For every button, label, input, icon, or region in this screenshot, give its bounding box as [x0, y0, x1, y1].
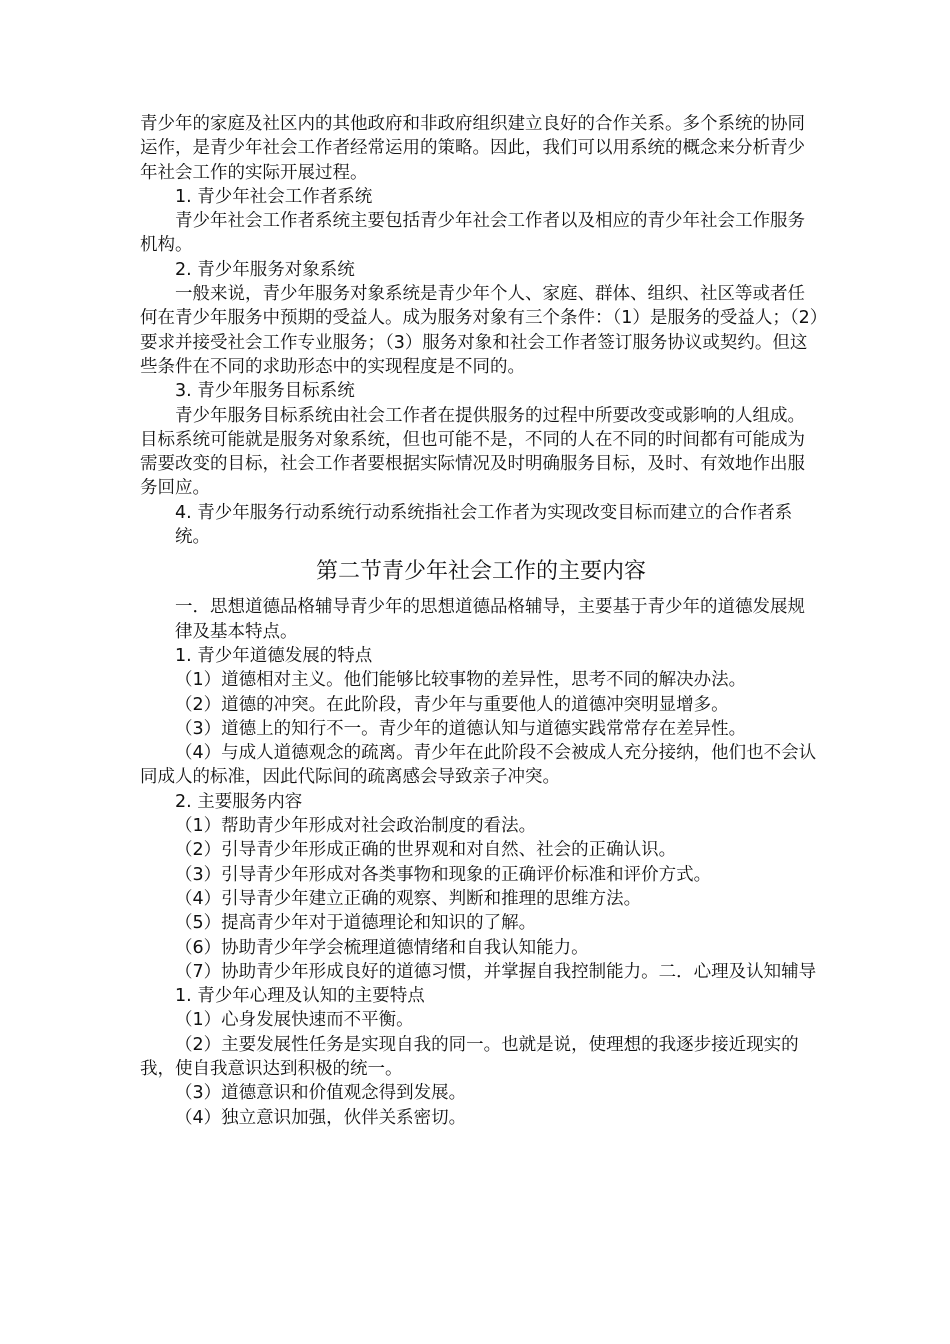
- list-item: （2）引导青少年形成正确的世界观和对自然、社会的正确认识。: [175, 840, 677, 861]
- numbered-heading: 1. 青少年道德发展的特点: [175, 645, 373, 666]
- list-item: （1）心身发展快速而不平衡。: [175, 1010, 414, 1031]
- list-item: （2）主要发展性任务是实现自我的同一。也就是说，使理想的我逐步接近现实的我，使自我意识达到积极的统一。: [140, 1034, 799, 1079]
- section-title: 第二节青少年社会工作的主要内容: [315, 559, 646, 585]
- numbered-heading: 3. 青少年服务目标系统: [175, 381, 355, 402]
- paragraph: 4. 青少年服务行动系统行动系统指社会工作者为实现改变目标而建立的合作者系统。: [175, 502, 793, 548]
- paragraph: 青少年社会工作者系统主要包括青少年社会工作者以及相应的青少年社会工作服务机构。: [140, 211, 805, 256]
- paragraph: 青少年的家庭及社区内的其他政府和非政府组织建立良好的合作关系。多个系统的协同运作，是青少年社会工作者经常运用的策略。因此，我们可以用系统的概念来分析青少年社会工作的实际开展过程。: [140, 114, 805, 183]
- list-item: （5）提高青少年对于道德理论和知识的了解。: [175, 913, 537, 934]
- list-item: （3）引导青少年形成对各类事物和现象的正确评价标准和评价方式。: [175, 864, 712, 885]
- list-item: （7）协助青少年形成良好的道德习惯，并掌握自我控制能力。二．心理及认知辅导: [175, 961, 817, 982]
- list-item: （4）引导青少年建立正确的观察、判断和推理的思维方法。: [175, 888, 642, 909]
- numbered-heading: 2. 主要服务内容: [175, 791, 303, 812]
- numbered-heading: 2. 青少年服务对象系统: [175, 259, 355, 280]
- list-item: （6）协助青少年学会梳理道德情绪和自我认知能力。: [175, 937, 589, 958]
- paragraph: 一．思想道德品格辅导青少年的思想道德品格辅导，主要基于青少年的道德发展规律及基本特点。: [175, 597, 805, 642]
- list-item: （4）与成人道德观念的疏离。青少年在此阶段不会被成人充分接纳，他们也不会认同成人的标准，因此代际间的疏离感会导致亲子冲突。: [140, 743, 817, 788]
- paragraph: 青少年服务目标系统由社会工作者在提供服务的过程中所要改变或影响的人组成。目标系统可能就是服务对象系统，但也可能不是，不同的人在不同的时间都有可能成为需要改变的目标，社会工作者要根据实际情况及时明确服务目标，及时、有效地作出服务回应。: [140, 405, 805, 499]
- numbered-heading: 1. 青少年心理及认知的主要特点: [175, 986, 425, 1007]
- paragraph: 一般来说，青少年服务对象系统是青少年个人、家庭、群体、组织、社区等或者任何在青少年服务中预期的受益人。成为服务对象有三个条件：（1）是服务的受益人；（2）要求并接受社会工作专业服务；（3）服务对象和社会工作者签订服务协议或契约。但这些条件在不同的求助形态中的实现程度是不同的。: [140, 284, 819, 377]
- list-item: （1）道德相对主义。他们能够比较事物的差异性，思考不同的解决办法。: [175, 670, 747, 691]
- list-item: （2）道德的冲突。在此阶段，青少年与重要他人的道德冲突明显增多。: [175, 694, 729, 715]
- list-item: （1）帮助青少年形成对社会政治制度的看法。: [175, 816, 537, 837]
- list-item: （3）道德意识和价值观念得到发展。: [175, 1083, 467, 1104]
- list-item: （3）道德上的知行不一。青少年的道德认知与道德实践常常存在差异性。: [175, 718, 747, 739]
- list-item: （4）独立意识加强，伙伴关系密切。: [175, 1107, 467, 1128]
- document-body: [140, 112, 822, 1130]
- numbered-heading: 1. 青少年社会工作者系统: [175, 186, 373, 207]
